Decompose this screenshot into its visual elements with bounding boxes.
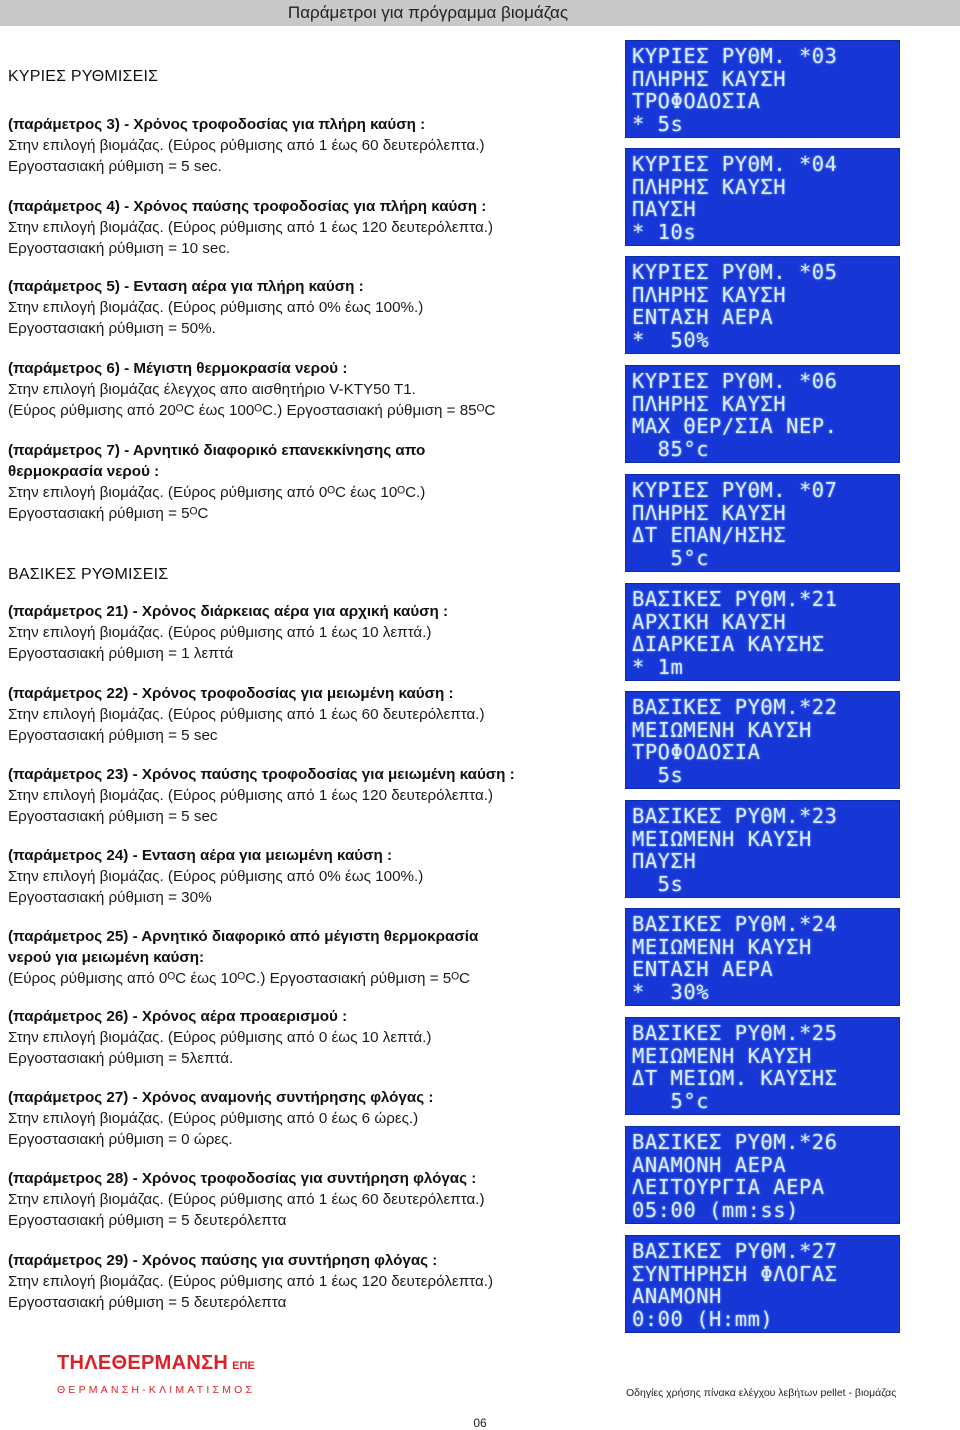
lcd-row: ΔΤ ΕΠΑΝ/ΗΣΗΣ: [632, 523, 787, 547]
lcd-row: ΔΤ ΜΕΙΩΜ. ΚΑΥΣΗΣ: [632, 1066, 838, 1090]
lcd-screen-04: [625, 148, 900, 246]
lcd-screen-26: [625, 1126, 900, 1224]
page-number: 06: [473, 1416, 487, 1430]
param-line: Στην επιλογή βιομάζας. (Εύρος ρύθμισης από 1 έως 10 λεπτά.): [8, 624, 432, 641]
param-line: Στην επιλογή βιομάζας έλεγχος απο αισθητήριο V-KTY50 T1.: [8, 381, 416, 398]
lcd-row: 5°c: [632, 545, 710, 570]
param-7: [8, 440, 618, 524]
param-head: (παράμετρος 7) - Αρνητικό διαφορικό επανεκκίνησης απο: [8, 442, 426, 459]
param-head-continued: θερμοκρασία νερού :: [8, 463, 160, 480]
param-head: (παράμετρος 29) - Χρόνος παύσης για συντήρηση φλόγας :: [8, 1252, 438, 1269]
param-22: [8, 683, 618, 746]
lcd-row: ΠΑΥΣΗ: [632, 849, 697, 873]
lcd-row: ΒΑΣΙΚΕΣ ΡΥΘΜ.*24: [632, 912, 838, 936]
param-line: Εργοστασιακή ρύθμιση = 1 λεπτά: [8, 645, 234, 662]
lcd-row: ΜΕΙΩΜΕΝΗ ΚΑΥΣΗ: [632, 1043, 812, 1068]
lcd-row: 5°c: [632, 1088, 710, 1113]
lcd-row: ΜΕΙΩΜΕΝΗ ΚΑΥΣΗ: [632, 826, 812, 851]
param-line: Στην επιλογή βιομάζας. (Εύρος ρύθμισης από 0 έως 10 λεπτά.): [8, 1029, 432, 1046]
param-24: [8, 845, 618, 908]
param-line: Στην επιλογή βιομάζας. (Εύρος ρύθμισης από 0% έως 100%.): [8, 868, 424, 885]
lcd-row: ΣΥΝΤΗΡΗΣΗ ΦΛΟΓΑΣ: [632, 1261, 838, 1286]
param-line: Στην επιλογή βιομάζας. (Εύρος ρύθμισης από 1 έως 60 δευτερόλεπτα.): [8, 1191, 485, 1208]
company-subtitle: ΘΕΡΜΑΝΣΗ-ΚΛΙΜΑΤΙΣΜΟΣ: [57, 1384, 256, 1396]
company-logo: [57, 1352, 255, 1375]
param-line: Στην επιλογή βιομάζας. (Εύρος ρύθμισης από 0 έως 6 ώρες.): [8, 1110, 419, 1127]
lcd-row: ΠΛΗΡΗΣ ΚΑΥΣΗ: [632, 174, 787, 199]
lcd-screen-23: [625, 800, 900, 898]
lcd-row: ΚΥΡΙΕΣ ΡΥΘΜ. *06: [632, 369, 838, 393]
param-head: (παράμετρος 24) - Ενταση αέρα για μειωμένη καύση :: [8, 847, 393, 864]
param-line: Εργοστασιακή ρύθμιση = 50%.: [8, 320, 216, 337]
lcd-row: * 30%: [632, 979, 710, 1004]
lcd-row: ΒΑΣΙΚΕΣ ΡΥΘΜ.*21: [632, 587, 838, 611]
lcd-row: ΑΡΧΙΚΗ ΚΑΥΣΗ: [632, 609, 787, 634]
page-title: Παράμετροι για πρόγραμμα βιομάζας: [287, 3, 569, 22]
lcd-row: ΠΑΥΣΗ: [632, 197, 697, 221]
lcd-row: 0:00 (H:mm): [632, 1306, 774, 1331]
lcd-row: ΕΝΤΑΣΗ ΑΕΡΑ: [632, 305, 774, 329]
param-line: Εργοστασιακή ρύθμιση = 10 sec.: [8, 240, 231, 257]
param-line: Στην επιλογή βιομάζας. (Εύρος ρύθμισης από 0ᴼC έως 10ᴼC.): [8, 484, 426, 501]
param-line: Στην επιλογή βιομάζας. (Εύρος ρύθμισης από 1 έως 120 δευτερόλεπτα.): [8, 787, 494, 804]
lcd-row: ΚΥΡΙΕΣ ΡΥΘΜ. *03: [632, 44, 838, 68]
param-head: (παράμετρος 28) - Χρόνος τροφοδοσίας για συντήρηση φλόγας :: [8, 1170, 477, 1187]
param-23: [8, 764, 618, 827]
param-line: Στην επιλογή βιομάζας. (Εύρος ρύθμισης από 1 έως 60 δευτερόλεπτα.): [8, 137, 485, 154]
param-26: [8, 1006, 618, 1069]
lcd-row: ΠΛΗΡΗΣ ΚΑΥΣΗ: [632, 500, 787, 525]
lcd-screen-07: [625, 474, 900, 572]
section-title-basic: ΒΑΣΙΚΕΣ ΡΥΘΜΙΣΕΙΣ: [8, 566, 169, 583]
lcd-row: MAX ΘΕΡ/ΣΙΑ ΝΕΡ.: [632, 414, 838, 438]
lcd-row: ΠΛΗΡΗΣ ΚΑΥΣΗ: [632, 282, 787, 307]
lcd-row: ΛΕΙΤΟΥΡΓΙΑ ΑΕΡΑ: [632, 1175, 825, 1199]
lcd-row: ΒΑΣΙΚΕΣ ΡΥΘΜ.*26: [632, 1130, 838, 1154]
param-head-continued: νερού για μειωμένη καύση:: [8, 949, 205, 966]
param-head: (παράμετρος 4) - Χρόνος παύσης τροφοδοσίας για πλήρη καύση :: [8, 198, 487, 215]
lcd-screen-25: [625, 1017, 900, 1115]
lcd-row: ΕΝΤΑΣΗ ΑΕΡΑ: [632, 957, 774, 981]
param-line: Εργοστασιακή ρύθμιση = 5 sec: [8, 727, 218, 744]
param-28: [8, 1168, 618, 1231]
param-line: (Εύρος ρύθμισης από 20ᴼC έως 100ᴼC.) Εργοστασιακή ρύθμιση = 85ᴼC: [8, 402, 496, 419]
lcd-screen-27: [625, 1235, 900, 1333]
lcd-screen-06: [625, 365, 900, 463]
section-title-main: ΚΥΡΙΕΣ ΡΥΘΜΙΣΕΙΣ: [8, 68, 159, 85]
param-line: Εργοστασιακή ρύθμιση = 5 δευτερόλεπτα: [8, 1294, 287, 1311]
lcd-screen-21: [625, 583, 900, 681]
lcd-row: ΒΑΣΙΚΕΣ ΡΥΘΜ.*23: [632, 804, 838, 828]
lcd-row: 5s: [632, 762, 684, 787]
param-line: Εργοστασιακή ρύθμιση = 5 sec: [8, 808, 218, 825]
lcd-row: ΒΑΣΙΚΕΣ ΡΥΘΜ.*27: [632, 1239, 838, 1263]
param-line: Εργοστασιακή ρύθμιση = 0 ώρες.: [8, 1131, 233, 1148]
param-6: [8, 358, 618, 421]
param-line: Εργοστασιακή ρύθμιση = 5λεπτά.: [8, 1050, 234, 1067]
lcd-row: ΜΕΙΩΜΕΝΗ ΚΑΥΣΗ: [632, 934, 812, 959]
lcd-screen-03: [625, 40, 900, 138]
param-4: [8, 196, 618, 259]
param-3: [8, 114, 618, 177]
lcd-row: 85°c: [632, 436, 710, 461]
lcd-row: ΤΡΟΦΟΔΟΣΙΑ: [632, 740, 761, 764]
param-head: (παράμετρος 25) - Αρνητικό διαφορικό από μέγιστη θερμοκρασία: [8, 928, 479, 945]
lcd-row: ΑΝΑΜΟΝΗ: [632, 1284, 722, 1308]
lcd-row: ΒΑΣΙΚΕΣ ΡΥΘΜ.*22: [632, 695, 838, 719]
param-head: (παράμετρος 23) - Χρόνος παύσης τροφοδοσίας για μειωμένη καύση :: [8, 766, 515, 783]
lcd-row: 5s: [632, 871, 684, 896]
param-line: Εργοστασιακή ρύθμιση = 5 sec.: [8, 158, 222, 175]
param-line: Εργοστασιακή ρύθμιση = 30%: [8, 889, 212, 906]
lcd-row: ΚΥΡΙΕΣ ΡΥΘΜ. *05: [632, 260, 838, 284]
param-head: (παράμετρος 5) - Ενταση αέρα για πλήρη καύση :: [8, 278, 364, 295]
lcd-row: * 50%: [632, 327, 710, 352]
footer-note: Οδηγίες χρήσης πίνακα ελέγχου λεβήτων pellet - βιομάζας: [626, 1387, 897, 1399]
param-head: (παράμετρος 26) - Χρόνος αέρα προαερισμού :: [8, 1008, 348, 1025]
param-head: (παράμετρος 22) - Χρόνος τροφοδοσίας για μειωμένη καύση :: [8, 685, 454, 702]
param-head: (παράμετρος 27) - Χρόνος αναμονής συντήρησης φλόγας :: [8, 1089, 434, 1106]
lcd-row: ΚΥΡΙΕΣ ΡΥΘΜ. *04: [632, 152, 838, 176]
param-21: [8, 601, 618, 664]
param-line: (Εύρος ρύθμισης από 0ᴼC έως 10ᴼC.) Εργοστασιακή ρύθμιση = 5ᴼC: [8, 970, 470, 987]
param-5: [8, 276, 618, 339]
param-line: Στην επιλογή βιομάζας. (Εύρος ρύθμισης από 1 έως 120 δευτερόλεπτα.): [8, 1273, 494, 1290]
lcd-row: ΑΝΑΜΟΝΗ ΑΕΡΑ: [632, 1152, 787, 1177]
lcd-row: ΜΕΙΩΜΕΝΗ ΚΑΥΣΗ: [632, 717, 812, 742]
company-suffix: ΕΠΕ: [232, 1360, 255, 1372]
param-line: Στην επιλογή βιομάζας. (Εύρος ρύθμισης από 1 έως 120 δευτερόλεπτα.): [8, 219, 494, 236]
lcd-row: ΤΡΟΦΟΔΟΣΙΑ: [632, 89, 761, 113]
lcd-row: ΒΑΣΙΚΕΣ ΡΥΘΜ.*25: [632, 1021, 838, 1045]
param-head: (παράμετρος 21) - Χρόνος διάρκειας αέρα για αρχική καύση :: [8, 603, 449, 620]
company-name: ΤΗΛΕΘΕΡΜΑΝΣΗ: [57, 1352, 229, 1374]
lcd-screen-24: [625, 908, 900, 1006]
lcd-screen-05: [625, 256, 900, 354]
lcd-row: * 1m: [632, 654, 684, 679]
param-line: Στην επιλογή βιομάζας. (Εύρος ρύθμισης από 0% έως 100%.): [8, 299, 424, 316]
lcd-screen-22: [625, 691, 900, 789]
lcd-row: 05:00 (mm:ss): [632, 1197, 799, 1222]
lcd-row: ΚΥΡΙΕΣ ΡΥΘΜ. *07: [632, 478, 838, 502]
lcd-row: ΔΙΑΡΚΕΙΑ ΚΑΥΣΗΣ: [632, 632, 825, 656]
param-line: Εργοστασιακή ρύθμιση = 5ᴼC: [8, 505, 209, 522]
lcd-row: ΠΛΗΡΗΣ ΚΑΥΣΗ: [632, 66, 787, 91]
lcd-row: * 10s: [632, 219, 697, 244]
param-head: (παράμετρος 3) - Χρόνος τροφοδοσίας για πλήρη καύση :: [8, 116, 426, 133]
param-27: [8, 1087, 618, 1150]
param-25: [8, 926, 618, 989]
param-29: [8, 1250, 618, 1313]
lcd-row: ΠΛΗΡΗΣ ΚΑΥΣΗ: [632, 391, 787, 416]
param-line: Στην επιλογή βιομάζας. (Εύρος ρύθμισης από 1 έως 60 δευτερόλεπτα.): [8, 706, 485, 723]
lcd-row: * 5s: [632, 111, 684, 136]
param-head: (παράμετρος 6) - Μέγιστη θερμοκρασία νερού :: [8, 360, 348, 377]
param-line: Εργοστασιακή ρύθμιση = 5 δευτερόλεπτα: [8, 1212, 287, 1229]
